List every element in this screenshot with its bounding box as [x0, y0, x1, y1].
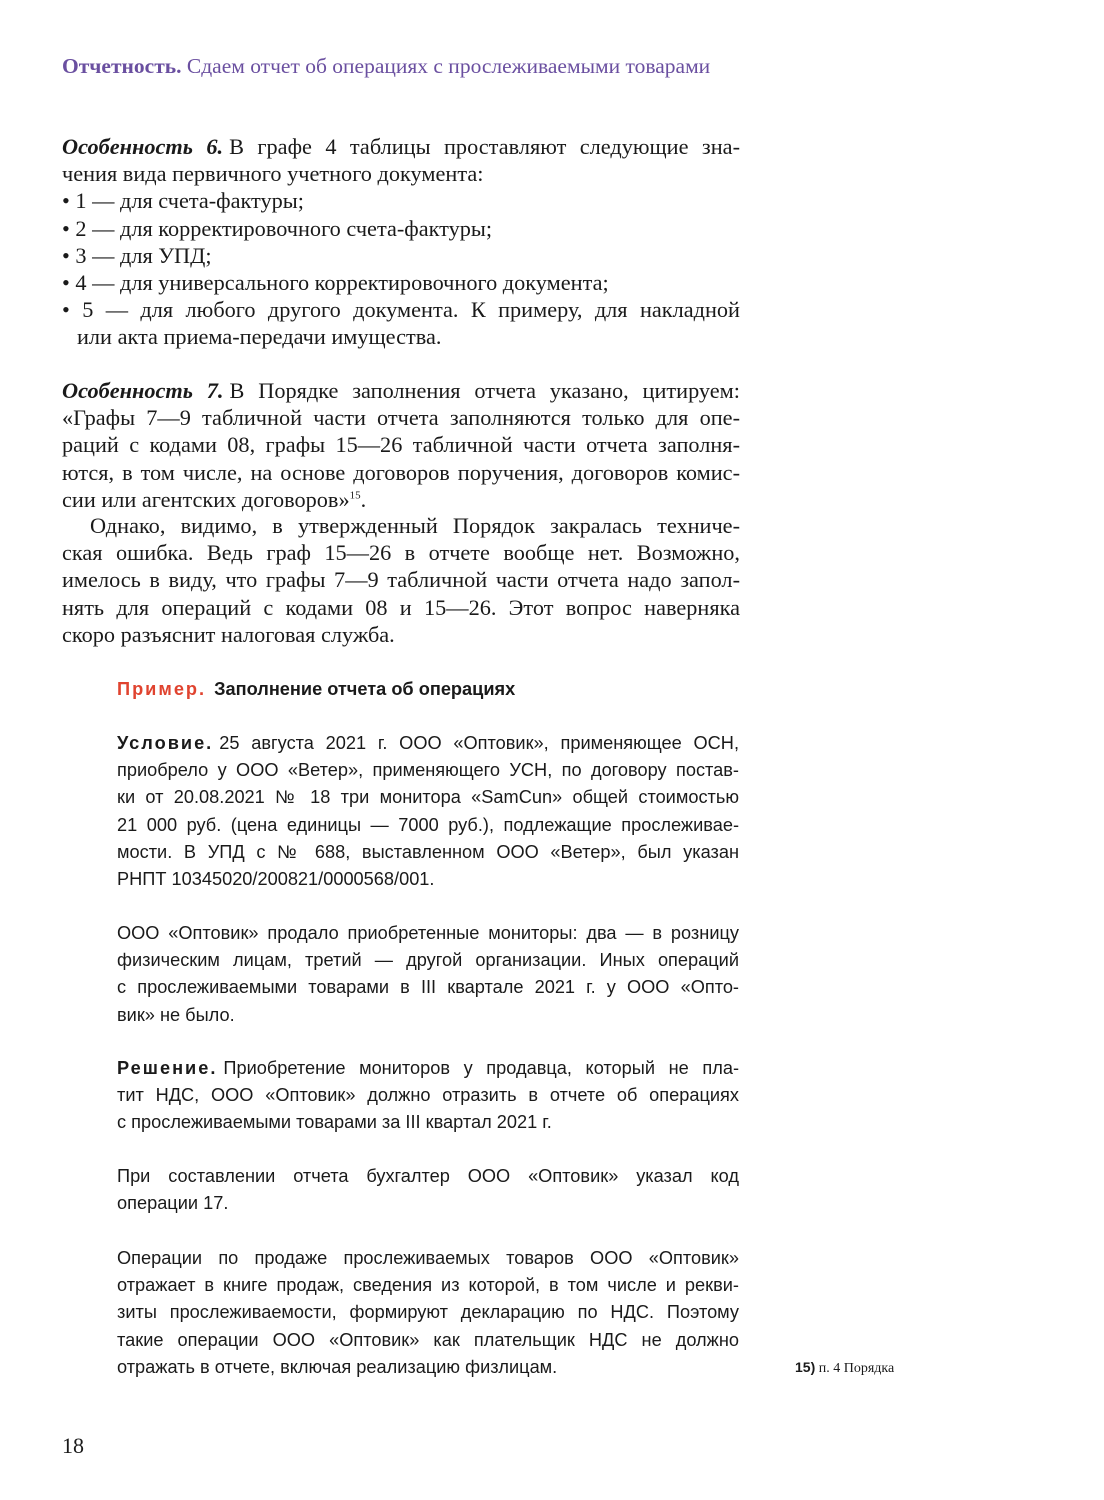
text-line — [62, 539, 740, 566]
text-line — [62, 431, 740, 458]
text-line — [62, 296, 740, 323]
line-text: тит НДС, ООО «Оптовик» должно отразить в отчете об операциях — [117, 1085, 739, 1106]
text-line — [117, 1055, 739, 1082]
line-text: нять для операций с кодами 08 и 15—26. Этот вопрос наверняка — [62, 594, 740, 620]
paragraph-lead: Условие. — [117, 733, 214, 753]
line-text: приобрело у ООО «Ветер», применяющего УСН, по договору постав- — [117, 760, 739, 781]
line-text: с прослеживаемыми товарами за III квартал 2021 г. — [117, 1112, 552, 1133]
footnote-text: п. 4 Порядка — [818, 1361, 895, 1376]
text-line — [62, 187, 740, 214]
line-text: 25 августа 2021 г. ООО «Оптовик», применяющее ОСН, — [219, 733, 739, 753]
line-text: чения вида первичного учетного документа: — [62, 161, 484, 187]
text-line — [62, 269, 740, 296]
text-line — [117, 812, 739, 839]
example-label: Пример. — [117, 679, 207, 699]
text-line — [117, 730, 739, 757]
example-condition — [117, 730, 739, 893]
line-text: Однако, видимо, в утвержденный Порядок закралась техниче- — [90, 513, 740, 538]
feature-7-comment-paragraph — [62, 512, 740, 648]
text-line — [62, 512, 740, 539]
line-text: • 2 — для корректировочного счета-фактуры; — [62, 215, 493, 241]
text-line — [117, 1299, 739, 1326]
example-heading — [117, 676, 739, 703]
text-line — [62, 242, 740, 269]
line-text: такие операции ООО «Оптовик» как плательщик НДС не должно — [117, 1329, 739, 1350]
running-header — [62, 54, 710, 79]
header-section: Отчетность. — [62, 54, 182, 78]
end-punctuation: . — [360, 486, 367, 512]
paragraph-lead: Решение. — [117, 1058, 218, 1078]
example-code — [117, 1163, 739, 1217]
footnote-number: 15) — [795, 1359, 816, 1375]
line-text: мости. В УПД с № 688, выставленном ООО «Ветер», был указан — [117, 841, 739, 862]
line-text: ются, в том числе, на основе договоров поручения, договоров комис- — [62, 459, 740, 485]
paragraph-lead: Особенность 6. — [62, 134, 224, 159]
example-title: Заполнение отчета об операциях — [214, 679, 516, 699]
text-line — [62, 621, 740, 648]
text-line — [117, 1272, 739, 1299]
feature-7-paragraph — [62, 377, 740, 513]
line-text: • 4 — для универсального корректировочного документа; — [62, 269, 609, 295]
text-line — [117, 1354, 739, 1381]
paragraph-lead: Особенность 7. — [62, 378, 224, 403]
line-text: • 3 — для УПД; — [62, 242, 212, 268]
line-text: или акта приема-передачи имущества. — [77, 324, 442, 350]
line-text: Приобретение мониторов у продавца, который не пла- — [223, 1058, 739, 1078]
header-title: Сдаем отчет об операциях с прослеживаемыми товарами — [186, 54, 711, 78]
line-text: физическим лицам, третий — другой организации. Иных операций — [117, 950, 739, 971]
text-line — [117, 947, 739, 974]
line-text: отражать в отчете, включая реализацию физлицам. — [117, 1356, 558, 1377]
line-text: В Порядке заполнения отчета указано, цитируем: — [229, 378, 740, 403]
text-line — [62, 133, 740, 160]
line-text: Операции по продаже прослеживаемых товаров ООО «Оптовик» — [117, 1248, 739, 1268]
example-solution — [117, 1055, 739, 1137]
line-text: зиты прослеживаемости, формируют декларацию по НДС. Поэтому — [117, 1302, 739, 1323]
example-sales-book — [117, 1245, 739, 1381]
text-line — [62, 323, 740, 350]
text-line — [117, 1163, 739, 1190]
text-line — [62, 404, 740, 431]
line-text: скоро разъяснит налоговая служба. — [62, 621, 395, 647]
text-line — [62, 377, 740, 404]
line-text: ки от 20.08.2021 № 18 три монитора «SamCun» общей стоимостью — [117, 787, 739, 808]
line-text: раций с кодами 08, графы 15—26 табличной части отчета заполня- — [62, 432, 740, 458]
text-line — [117, 1327, 739, 1354]
text-line — [62, 215, 740, 242]
footnote — [795, 1359, 894, 1377]
line-text: сии или агентских договоров» — [62, 486, 350, 512]
line-text: имелось в виду, что графы 7—9 табличной части отчета надо запол- — [62, 567, 740, 593]
line-text: РНПТ 10345020/200821/0000568/001. — [117, 868, 435, 889]
line-text: В графе 4 таблицы проставляют следующие зна- — [229, 134, 740, 159]
text-line — [117, 1082, 739, 1109]
text-line — [62, 594, 740, 621]
text-line — [117, 757, 739, 784]
line-text: с прослеживаемыми товарами в III квартале 2021 г. у ООО «Опто- — [117, 977, 739, 998]
text-line — [62, 459, 740, 486]
line-text: При составлении отчета бухгалтер ООО «Оптовик» указал код — [117, 1166, 739, 1186]
text-line — [62, 160, 740, 187]
text-line — [117, 1190, 739, 1217]
line-text: ООО «Оптовик» продало приобретенные мониторы: два — в розницу — [117, 923, 739, 943]
text-line — [117, 974, 739, 1001]
line-text: операции 17. — [117, 1193, 229, 1214]
line-text: • 1 — для счета-фактуры; — [62, 188, 304, 214]
page-number: 18 — [62, 1433, 84, 1458]
text-line — [117, 839, 739, 866]
line-text: «Графы 7—9 табличной части отчета заполняются только для опе- — [62, 405, 740, 431]
line-text: вик» не было. — [117, 1004, 235, 1025]
text-line — [62, 566, 740, 593]
line-text: отражает в книге продаж, сведения из которой, в том числе и рекви- — [117, 1275, 739, 1296]
line-text: 21 000 руб. (цена единицы — 7000 руб.), подлежащие прослеживае- — [117, 814, 739, 835]
example-sale — [117, 920, 739, 1029]
footnote-ref: 15 — [349, 489, 361, 502]
text-line — [117, 1245, 739, 1272]
text-line — [62, 486, 740, 513]
line-text: • 5 — для любого другого документа. К примеру, для накладной — [62, 297, 740, 323]
text-line — [117, 920, 739, 947]
text-line — [117, 1109, 739, 1136]
text-line — [117, 866, 739, 893]
feature-6-paragraph — [62, 133, 740, 351]
text-line — [117, 1002, 739, 1029]
text-line — [117, 784, 739, 811]
line-text: ская ошибка. Ведь граф 15—26 в отчете вообще нет. Возможно, — [62, 540, 740, 566]
